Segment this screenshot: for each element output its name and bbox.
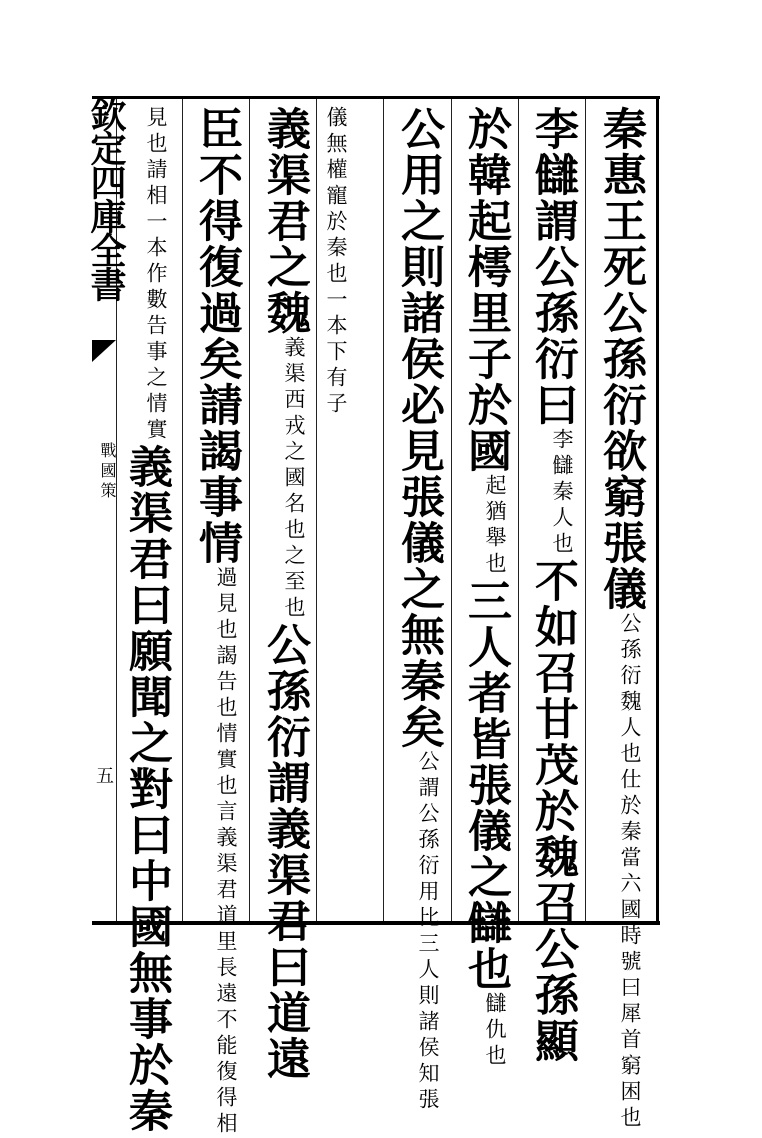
main-text: 公用之則諸侯必見張儀之無秦矣 <box>393 106 444 750</box>
gloss-line: 過見也謁告也情實也言義 <box>214 566 238 852</box>
gloss-line: 起猶 <box>483 474 507 526</box>
annotation-gloss <box>281 336 306 622</box>
margin-page-number: 五 <box>96 766 114 787</box>
gloss-line: 相一本作數 <box>144 184 168 314</box>
gloss-line: 告事之情實 <box>144 314 168 444</box>
text-column-4 <box>393 106 444 1114</box>
column-rule <box>316 99 317 921</box>
gloss-line: 六國時號曰犀首窮困也 <box>618 872 642 1132</box>
annotation-gloss <box>323 106 348 418</box>
gloss-line: 秦也一本下有子 <box>324 236 348 418</box>
annotation-gloss <box>549 428 574 558</box>
annotation-gloss <box>617 612 642 1132</box>
gloss-line: 儀無權寵於 <box>324 106 348 236</box>
gloss-line: 義渠西戎之國 <box>282 336 306 492</box>
annotation-gloss <box>143 106 168 314</box>
annotation-gloss <box>213 566 238 1138</box>
main-text: 義渠君曰願聞之對曰中國無事於秦 <box>121 444 172 1134</box>
column-rule <box>585 99 586 921</box>
gloss-line: 公孫衍魏人也仕於秦當 <box>618 612 642 872</box>
gloss-line: 讎仇 <box>483 992 507 1044</box>
column-rule <box>451 99 452 921</box>
main-text: 於韓起樗里子於國 <box>460 106 511 474</box>
text-column-3 <box>460 106 511 1070</box>
text-column-6 <box>259 106 310 1082</box>
column-rule <box>182 99 183 921</box>
main-text: 義渠君之魏 <box>259 106 310 336</box>
annotation-gloss <box>415 750 440 1114</box>
gloss-line: 人也 <box>550 506 574 558</box>
gloss-line: 李讎秦 <box>550 428 574 506</box>
text-column-1 <box>595 106 646 1132</box>
frame-top-border <box>92 96 660 99</box>
main-text: 不如召甘茂於魏召公孫顯 <box>527 558 578 1064</box>
column-rule <box>383 99 384 921</box>
margin-series-title: 欽定四庫全書 <box>85 96 127 300</box>
gloss-line: 名也之至也 <box>282 492 306 622</box>
gloss-line: 三人則諸侯知張 <box>416 932 440 1114</box>
annotation-gloss <box>143 314 168 444</box>
annotation-gloss <box>482 474 507 578</box>
gloss-line: 公謂公孫衍用比 <box>416 750 440 932</box>
column-rule <box>518 99 519 921</box>
main-text: 秦惠王死公孫衍欲窮張儀 <box>595 106 646 612</box>
margin-book-name: 戰國策 <box>98 442 117 502</box>
gloss-line: 渠君道里長遠不能復得相 <box>214 852 238 1138</box>
text-column-2 <box>527 106 578 1064</box>
gloss-line: 見也請 <box>144 106 168 184</box>
frame-right-border <box>656 96 659 924</box>
text-column-8 <box>121 106 172 1134</box>
gloss-line: 也 <box>483 1044 507 1070</box>
main-text: 臣不得復過矣請謁事情 <box>191 106 242 566</box>
main-text: 李讎謂公孫衍曰 <box>527 106 578 428</box>
text-column-5 <box>323 106 348 418</box>
main-text: 三人者皆張儀之讎也 <box>460 578 511 992</box>
main-text: 公孫衍謂義渠君曰道遠 <box>259 622 310 1082</box>
annotation-gloss <box>482 992 507 1070</box>
gloss-line: 舉也 <box>483 526 507 578</box>
text-column-7 <box>191 106 242 1138</box>
column-rule <box>249 99 250 921</box>
fishtail-mark <box>92 340 116 362</box>
